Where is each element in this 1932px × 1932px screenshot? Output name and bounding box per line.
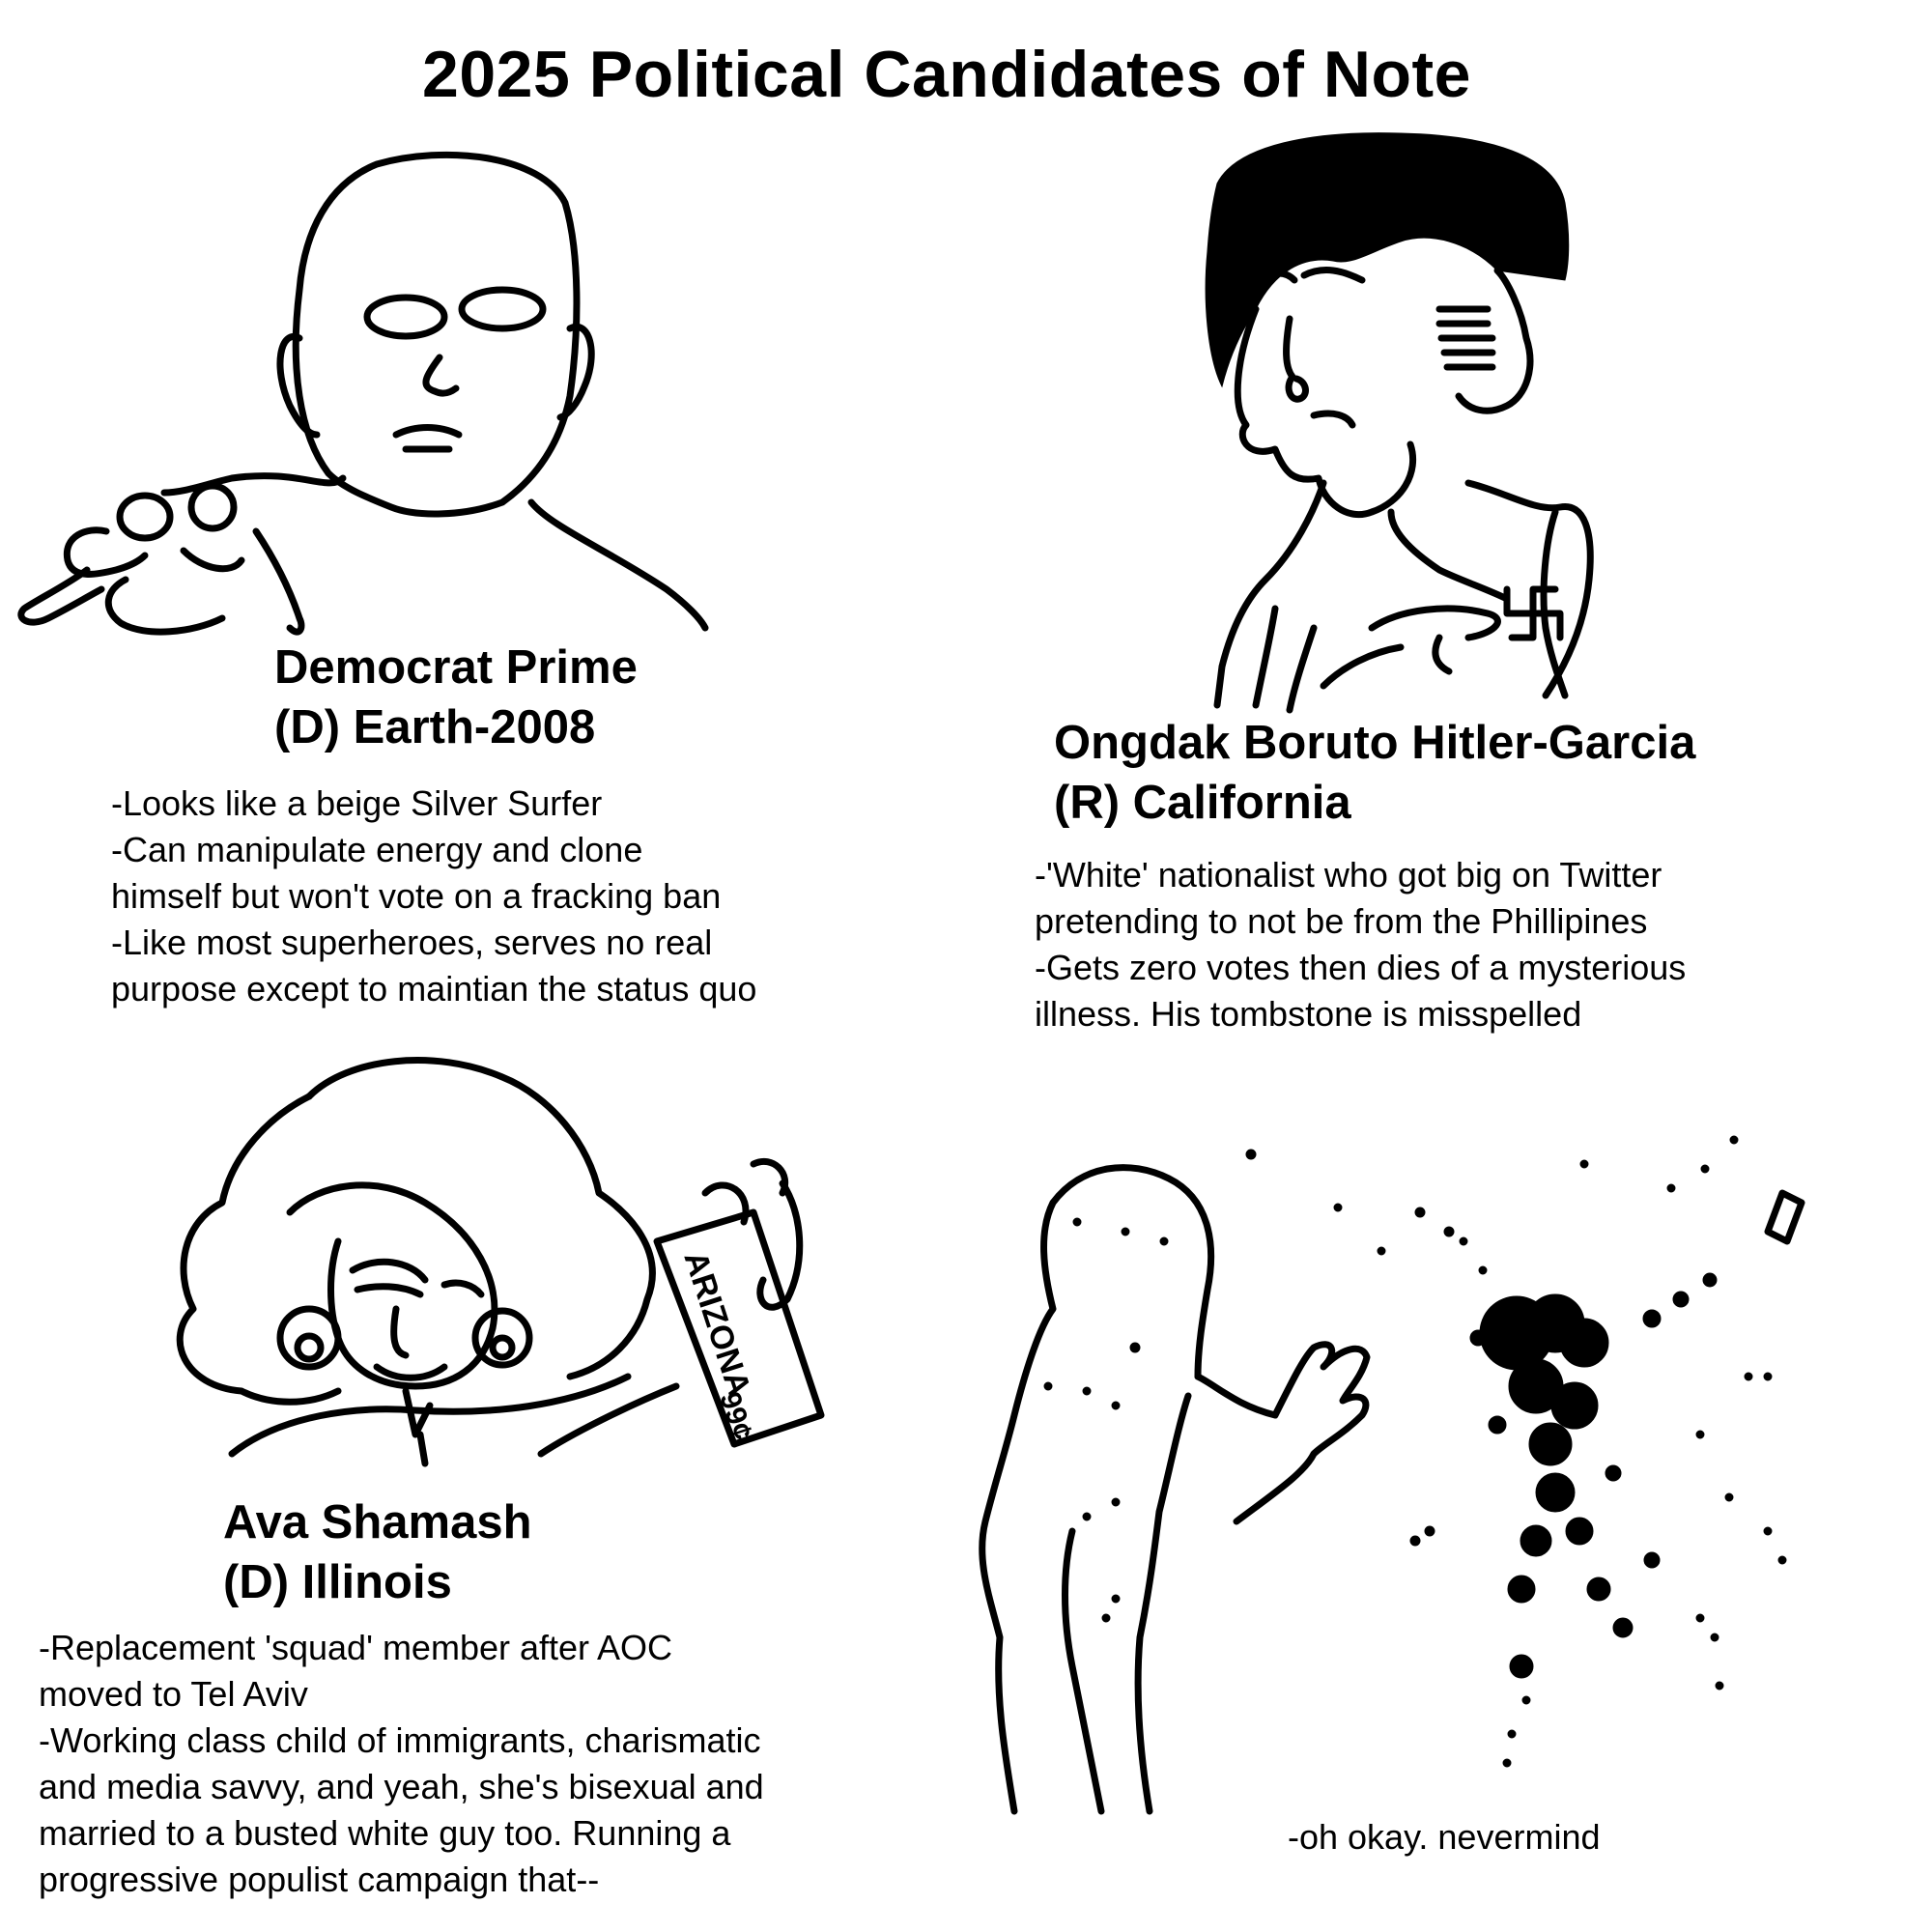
candidate-affiliation: (R) California [1054, 777, 1351, 829]
ongdak-illustration [1179, 126, 1719, 724]
description-line: -Working class child of immigrants, charismatic [39, 1720, 761, 1760]
candidate-description-ongdak [1035, 852, 1686, 1037]
description-line: and media savvy, and yeah, she's bisexual and [39, 1767, 764, 1806]
debris-particles [1044, 1136, 1786, 1767]
disintegration-illustration [956, 1135, 1826, 1831]
candidate-name-democrat-prime [274, 638, 638, 757]
final-panel-caption: -oh okay. nevermind [1288, 1817, 1601, 1857]
description-line: -'White' nationalist who got big on Twitter [1035, 855, 1662, 895]
candidate-name: Ongdak Boruto Hitler-Garcia [1054, 717, 1696, 769]
candidate-description-ava-shamash [39, 1625, 764, 1903]
can-price: 99¢ [713, 1387, 759, 1444]
candidate-name: Ava Shamash [223, 1496, 532, 1548]
description-line: -Like most superheroes, serves no real [111, 923, 713, 962]
description-line: himself but won't vote on a fracking ban [111, 876, 722, 916]
candidate-affiliation: (D) Earth-2008 [274, 701, 596, 753]
description-line: illness. His tombstone is misspelled [1035, 994, 1582, 1034]
description-line: married to a busted white guy too. Running a [39, 1813, 731, 1853]
description-line: -Can manipulate energy and clone [111, 830, 643, 869]
description-line: moved to Tel Aviv [39, 1674, 308, 1714]
page-title: 2025 Political Candidates of Note [422, 38, 1471, 111]
candidate-name-ongdak [1054, 713, 1695, 833]
description-line: -Gets zero votes then dies of a mysterious [1035, 948, 1687, 987]
candidate-affiliation: (D) Illinois [223, 1556, 452, 1608]
description-line: -Replacement 'squad' member after AOC [39, 1628, 673, 1667]
candidate-description-democrat-prime [111, 781, 756, 1012]
description-line: progressive populist campaign that-- [39, 1860, 600, 1899]
disintegrating-figure [1470, 1273, 1717, 1678]
description-line: -Looks like a beige Silver Surfer [111, 783, 603, 823]
candidate-name: Democrat Prime [274, 641, 638, 694]
description-line: pretending to not be from the Phillipines [1035, 901, 1648, 941]
democrat-prime-illustration [10, 145, 724, 628]
candidate-name-ava-shamash [223, 1492, 532, 1612]
ava-shamash-illustration [87, 1048, 840, 1492]
description-line: purpose except to maintian the status quo [111, 969, 757, 1009]
can-label: ARIZONA [676, 1246, 758, 1401]
